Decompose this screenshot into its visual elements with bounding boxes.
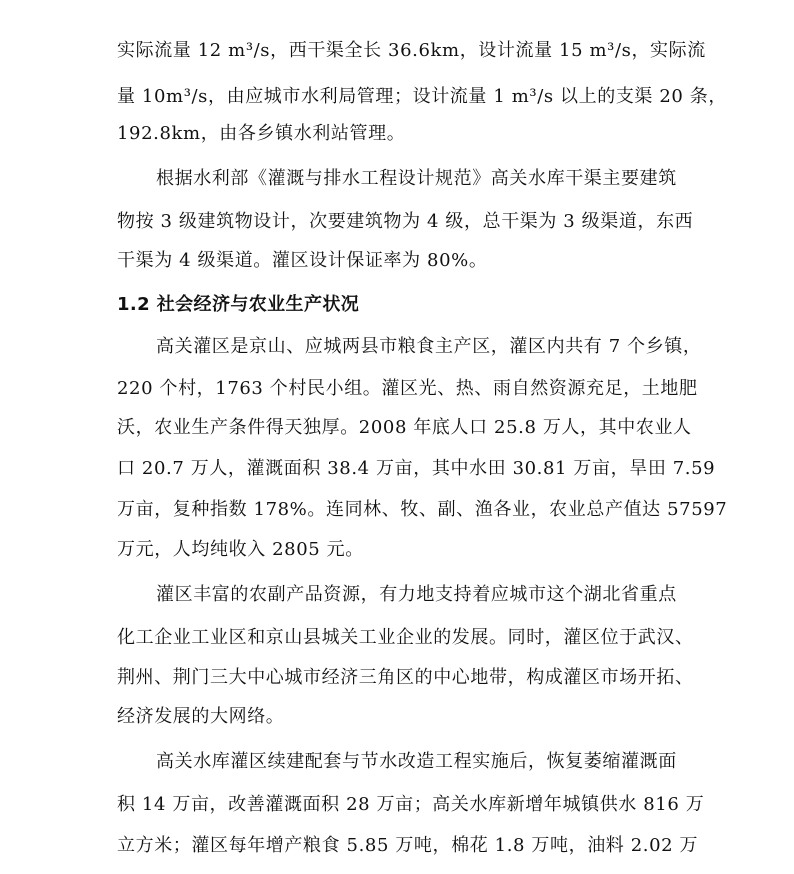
paragraph-line: 根据水利部《灌溉与排水工程设计规范》高关水库干渠主要建筑 xyxy=(156,168,677,189)
paragraph-line: 实际流量 12 m³/s，西干渠全长 36.6km，设计流量 15 m³/s，实际流 xyxy=(117,40,706,61)
section-heading: 1.2 社会经济与农业生产状况 xyxy=(117,294,360,315)
paragraph-line: 高关水库灌区续建配套与节水改造工程实施后，恢复萎缩灌溉面 xyxy=(156,751,677,772)
paragraph-line: 220 个村，1763 个村民小组。灌区光、热、雨自然资源充足，土地肥 xyxy=(117,378,698,399)
paragraph-line: 干渠为 4 级渠道。灌区设计保证率为 80%。 xyxy=(117,250,488,271)
paragraph-line: 荆州、荆门三大中心城市经济三角区的中心地带，构成灌区市场开拓、 xyxy=(117,667,694,688)
paragraph-line: 灌区丰富的农副产品资源，有力地支持着应城市这个湖北省重点 xyxy=(156,584,677,605)
paragraph-line: 积 14 万亩，改善灌溉面积 28 万亩；高关水库新增年城镇供水 816 万 xyxy=(117,794,705,815)
paragraph-line: 量 10m³/s，由应城市水利局管理；设计流量 1 m³/s 以上的支渠 20 条， xyxy=(117,86,727,107)
paragraph-line: 高关灌区是京山、应城两县市粮食主产区，灌区内共有 7 个乡镇， xyxy=(156,336,702,357)
paragraph-line: 万亩，复种指数 178%。连同林、牧、副、渔各业，农业总产值达 57597 xyxy=(117,499,728,520)
paragraph-line: 192.8km，由各乡镇水利站管理。 xyxy=(117,123,406,144)
paragraph-line: 化工企业工业区和京山县城关工业企业的发展。同时，灌区位于武汉、 xyxy=(117,627,694,648)
paragraph-line: 经济发展的大网络。 xyxy=(117,706,285,727)
paragraph-line: 物按 3 级建筑物设计，次要建筑物为 4 级，总干渠为 3 级渠道，东西 xyxy=(117,211,694,232)
paragraph-line: 沃，农业生产条件得天独厚。2008 年底人口 25.8 万人，其中农业人 xyxy=(117,417,692,438)
paragraph-line: 口 20.7 万人，灌溉面积 38.4 万亩，其中水田 30.81 万亩，旱田 7.59 xyxy=(117,458,716,479)
paragraph-line: 立方米；灌区每年增产粮食 5.85 万吨，棉花 1.8 万吨，油料 2.02 万 xyxy=(117,835,699,856)
paragraph-line: 万元，人均纯收入 2805 元。 xyxy=(117,539,364,560)
